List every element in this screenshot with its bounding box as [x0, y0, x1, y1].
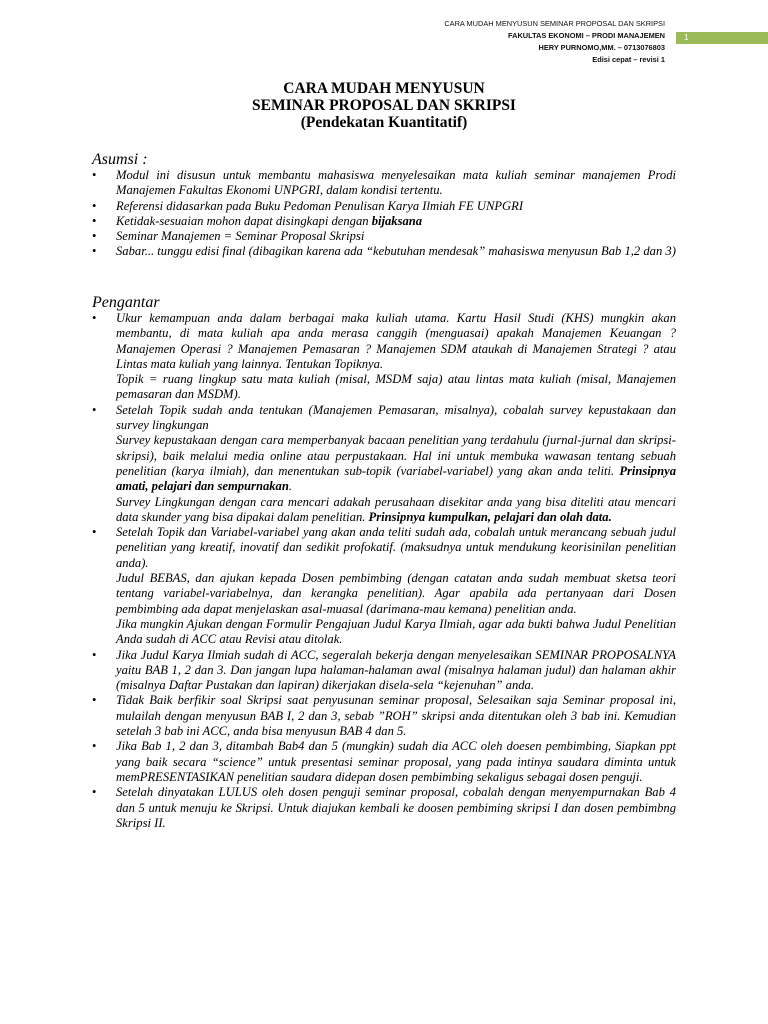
document-title [0, 80, 768, 131]
list-item: • Modul ini disusun untuk membantu mahasiswa menyelesaikan mata kuliah seminar manajemen Prodi Manajemen Fakultas Ekonomi UNPGRI, dalam kondisi tertentu. [92, 168, 676, 199]
list-item: • Tidak Baik berfikir soal Skripsi saat penyusunan seminar proposal, Selesaikan saja Seminar proposal ini, mulailah dengan menyusun BAB I, 2 dan 3, sebab ”ROH” skripsi anda ditentukan oleh 3 bab ini. Kemudian setelah 3 bab ini ACC, anda bisa menyusun BAB 4 dan 5. [92, 693, 676, 739]
list-item: • Sabar... tunggu edisi final (dibagikan karena ada “kebutuhan mendesak” mahasiswa menyusun Bab 1,2 dan 3) [92, 244, 676, 259]
bold-text: bijaksana [371, 213, 423, 228]
pengantar-list [92, 311, 676, 831]
page-number-badge [676, 32, 768, 44]
list-item: • Jika Judul Karya Ilmiah sudah di ACC, segeralah bekerja dengan menyelesaikan SEMINAR PROPOSALNYA yaitu BAB 1, 2 dan 3. Dan jangan lupa halaman-halaman awal (misalnya halaman judul) dan halaman akhir (misalnya Daftar Pustakan dan lapiran) dikerjakan disela-sela “kejenuhan” anda. [92, 648, 676, 694]
list-item: • Seminar Manajemen = Seminar Proposal Skripsi [92, 229, 676, 244]
list-item: • Jika Bab 1, 2 dan 3, ditambah Bab4 dan 5 (mungkin) sudah dia ACC oleh doesen pembimbing, Siapkan ppt yang baik secara “science” untuk presentasi seminar proposal, yang pada intinya saudara diminta untuk memPRESENTASIKAN penelitian saudara didepan dosen pembimbing sekaligus sebagai dosen penguji. [92, 739, 676, 785]
list-item: • Setelah dinyatakan LULUS oleh dosen penguji seminar proposal, cobalah dengan menyempurnakan Bab 4 dan 5 untuk menuju ke Skripsi. Untuk diajukan kembali ke doosen pembiming skripsi I dan dosen pembimbng Skripsi II. [92, 785, 676, 831]
page-number: 1 [684, 33, 689, 42]
title-line-2: SEMINAR PROPOSAL DAN SKRIPSI [252, 97, 516, 114]
list-item: • Ketidak-sesuaian mohon dapat disingkapi dengan bijaksana [92, 214, 676, 229]
bold-text: Prinsipnya amati, pelajari dan sempurnakan [116, 463, 676, 494]
bold-text: Prinsipnya kumpulkan, pelajari dan olah data. [368, 509, 612, 524]
running-header [444, 18, 665, 66]
list-item: • Ukur kemampuan anda dalam berbagai maka kuliah utama. Kartu Hasil Studi (KHS) mungkin akan membantu, di mata kuliah apa anda merasa canggih (menguasai) apakah Manajemen Keuangan ? Manajemen Operasi ? Manajemen Pemasaran ? Manajemen SDM ataukah di Manajemen Strategi ? atau Lintas mata kuliah yang lainnya. Tentukan Topiknya. Topik = ruang lingkup satu mata kuliah (misal, MSDM saja) atau lintas mata kuliah (misal, Manajemen pemasaran dan MSDM). [92, 311, 676, 403]
title-line-3: (Pendekatan Kuantitatif) [300, 114, 468, 131]
asumsi-list [92, 168, 676, 260]
list-item: • Setelah Topik sudah anda tentukan (Manajemen Pemasaran, misalnya), cobalah survey kepustakaan dan survey lingkungan Survey kepustakaan dengan cara memperbanyak bacaan penelitian yang terdahulu (jurnal-jurnal dan skripsi-skripsi), baik melalui media online atau perpustakaan. Hal ini untuk membuka wawasan tentang sebuah penelitian (karya ilmiah), dan menentukan sub-topik (variabel-variabel) yang akan anda teliti. Prinsipnya amati, pelajari dan sempurnakan. Survey Lingkungan dengan cara mencari adakah perusahaan disekitar anda yang bisa diteliti atau mencari data skunder yang bisa dipakai dalam penelitian. Prinsipnya kumpulkan, pelajari dan olah data. [92, 403, 676, 525]
pengantar-heading: Pengantar [92, 294, 160, 311]
asumsi-heading: Asumsi : [92, 151, 148, 168]
list-item: • Setelah Topik dan Variabel-variabel yang akan anda teliti sudah ada, cobalah untuk merancang sebuah judul penelitian yang kreatif, inovatif dan sedikit profokatif. (maksudnya untuk mendukung keorisinilan penelitian anda). Judul BEBAS, dan ajukan kepada Dosen pembimbing (dengan catatan anda sudah membuat sketsa teori tentang variabel-variabelnya, dan kerangka penelitian). Agar apabila ada pertanyaan dari Dosen pembimbing ada dapat menjelaskan asal-muasal (darimana-mau kemana) penelitian anda. Jika mungkin Ajukan dengan Formulir Pengajuan Judul Karya Ilmiah, agar ada bukti bahwa Judul Penelitian Anda sudah di ACC atau Revisi atau ditolak. [92, 525, 676, 647]
title-line-1: CARA MUDAH MENYUSUN [283, 80, 485, 97]
header-faculty: FAKULTAS EKONOMI – PRODI MANAJEMEN [508, 31, 665, 40]
header-author: HERY PURNOMO,MM. – 0713076803 [538, 43, 665, 52]
list-item: • Referensi didasarkan pada Buku Pedoman Penulisan Karya Ilmiah FE UNPGRI [92, 199, 676, 214]
header-edition: Edisi cepat – revisi 1 [592, 55, 665, 64]
header-title: CARA MUDAH MENYUSUN SEMINAR PROPOSAL DAN SKRIPSI [444, 19, 665, 28]
